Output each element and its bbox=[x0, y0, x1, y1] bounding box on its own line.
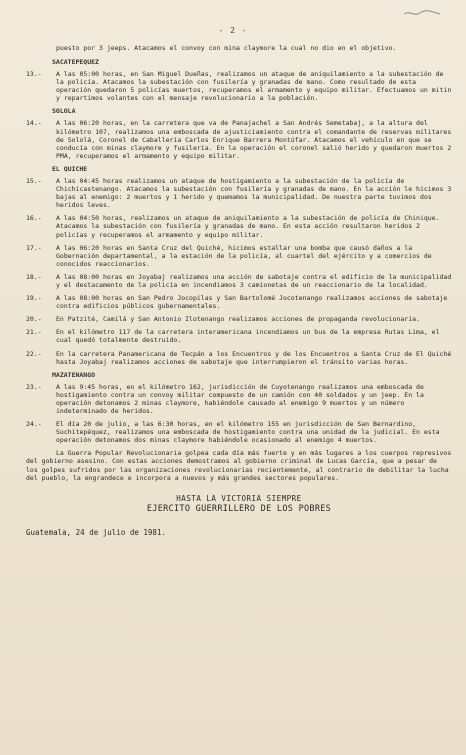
report-item bbox=[26, 273, 452, 289]
item-number: 21.- bbox=[26, 328, 42, 337]
report-item bbox=[26, 350, 452, 366]
item-text: En el kilómetro 117 de la carretera interamericana incendiamos un bus de la empresa Rutas Lima, el cual quedó totalmente destruido. bbox=[56, 328, 440, 345]
report-item bbox=[26, 294, 452, 310]
item-text: A las 9:45 horas, en el kilómetro 162, jurisdicción de Cuyotenango realizamos una emboscada de hostigamiento contra un convoy militar compuesto de un camión con 40 soldados y un jeep. En la operación detonamos 2 minas claymore, habiéndole causado al enemigo 9 muertos y un número indeterminado de heridos. bbox=[56, 382, 424, 415]
section-heading: SACATEPEQUEZ bbox=[52, 58, 99, 67]
item-number: 13.- bbox=[26, 70, 42, 79]
report-item bbox=[26, 383, 452, 415]
report-item bbox=[26, 315, 452, 323]
document-date: Guatemala, 24 de julio de 1981. bbox=[26, 527, 166, 537]
report-item bbox=[26, 214, 452, 238]
item-number: 19.- bbox=[26, 294, 42, 303]
item-number: 17.- bbox=[26, 243, 42, 252]
item-text: En Patzité, Camilá y San Antonio Ilotenango realizamos acciones de propaganda revolucionaria. bbox=[56, 315, 420, 324]
item-number: 15.- bbox=[26, 176, 42, 185]
item-number: 18.- bbox=[26, 272, 42, 281]
item-number: 24.- bbox=[26, 420, 42, 429]
page-number: - 2 - bbox=[218, 26, 248, 35]
item-text: A las 06:20 horas, en la carretera que va de Panajachel a San Andrés Semetabaj, a la altura del kilómetro 107, realizamos una emboscada de ajusticiamiento contra el comandante de reservas militares de Sololá, Coronel de Caballería Carlos Enrique Barrera Montúfar. Atacamos el vehículo en que se conducía con minas claymore y fusilería. En la operación el coronel salió herido y quedaron muertos 2 PMA, recuperamos el armamento y equipo militar. bbox=[56, 119, 452, 160]
item-text: A las 04:45 horas realizamos un ataque de hostigamiento a la subestación de la policía de Chichicastenango. Atacamos la subestación con fusilería y granadas de mano. En la acción le hicimos 3 bajas al enemigo: 2 muertos y 1 herido y quemamos la municipalidad. De nuestra parte tuvimos dos heridos leves. bbox=[56, 176, 452, 210]
handwritten-mark bbox=[402, 8, 442, 18]
item-number: 16.- bbox=[26, 214, 42, 223]
slogan: HASTA LA VICTORIA SIEMPRE bbox=[176, 493, 302, 503]
report-item bbox=[26, 70, 452, 102]
item-text: A las 08:00 horas en Joyabaj realizamos una acción de sabotaje contra el edificio de la municipalidad y el destacamento de la policía en incendiamos 3 camionetas de un reaccionario de la localidad. bbox=[56, 272, 452, 289]
report-item bbox=[26, 328, 452, 344]
section-heading: SOLOLA bbox=[52, 107, 76, 116]
report-item bbox=[26, 119, 452, 159]
report-list bbox=[26, 58, 452, 444]
item-text: A las 04:50 horas, realizamos un ataque de aniquilamiento a la subestación de policía de Chinique. Atacamos la subestación con fusilería y granadas de mano. En esta acción resultaron heridos 2 policías y recuperamos el armamento y equipo militar. bbox=[56, 214, 440, 239]
item-text: A las 08:00 horas en San Pedro Jocopilas y San Bartolomé Jocotenango realizamos acciones de sabotaje contra edificios públicos gubernamentales. bbox=[56, 294, 448, 311]
report-item bbox=[26, 177, 452, 209]
continued-text: puesto por 3 jeeps. Atacamos el convoy con mina claymore la cual no dio en el objetivo. bbox=[56, 44, 397, 52]
item-text: El día 20 de julio, a las 6:30 horas, en el kilómetro 155 en jurisdicción de San Bernardino, Suchitepéquez, realizamos una emboscada de hostigamiento contra una unidad de la judicial. En esta operación detonamos dos minas claymore habiéndole ocasionado al enemigo 4 muertos. bbox=[56, 420, 440, 445]
section-heading: MAZATENANGO bbox=[52, 370, 96, 379]
report-item bbox=[26, 244, 452, 268]
item-text: En la carretera Panamericana de Tecpán a los Encuentros y de los Encuentros a Santa Cruz de El Quiché hasta Joyabaj realizamos acciones de sabotaje que interrumpieron el tránsito varias horas. bbox=[56, 349, 452, 366]
item-number: 23.- bbox=[26, 382, 42, 391]
section-heading: EL QUICHE bbox=[52, 164, 88, 173]
report-item bbox=[26, 420, 452, 444]
item-number: 14.- bbox=[26, 119, 42, 128]
closing-paragraph: La Guerra Popular Revolucionaria golpea cada día más fuerte y en más lugares a los cuerpos represivos del gobierno asesino. Con estas acciones demostramos al gobierno criminal de Lucas García, que a pesar de los golpes sufridos por las organizaciones revolucionarias recientemente, al contrario de debilitar la lucha del pueblo, la engrandece e incorpora a nuevos y más grandes sectores populares. bbox=[26, 449, 452, 482]
item-number: 22.- bbox=[26, 349, 42, 358]
signature-organization: EJERCITO GUERRILLERO DE LOS POBRES bbox=[146, 503, 332, 514]
item-number: 20.- bbox=[26, 315, 42, 324]
item-text: A las 05:00 horas, en San Miguel Dueñas, realizamos un ataque de aniquilamiento a la subestación de la policía. Atacamos la subestación con fusilería y granadas de mano. Como resultado de esta operación quedaron 5 policías muertos, recuperamos el armamento y equipo militar. Efectuamos un mitin y repartimos volantes con el mensaje revolucionario a la población. bbox=[56, 70, 452, 103]
item-text: A las 06:20 horas en Santa Cruz del Quiché, hicimos estallar una bomba que causó daños a la Gobernación departamental, a la estación de la policía, al cuartel del ejército y a comercios de conocidos reaccionarios. bbox=[56, 243, 432, 268]
